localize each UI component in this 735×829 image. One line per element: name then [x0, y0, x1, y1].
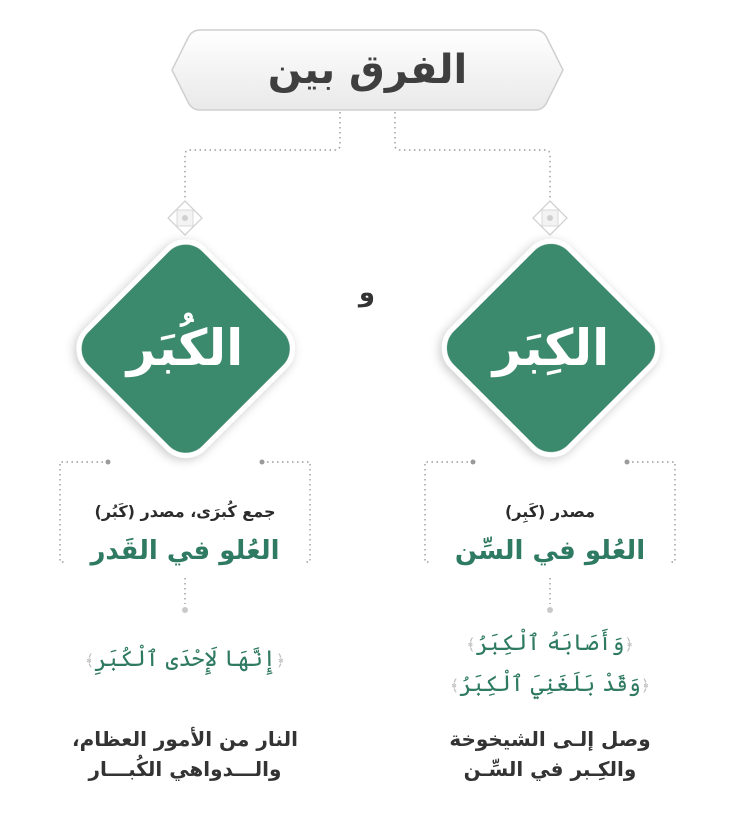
connector-title-left	[185, 112, 340, 200]
left-verse	[35, 640, 335, 681]
left-desc-line-1: النار من الأمور العظام،	[72, 727, 298, 751]
right-verse-1: وَأَصَابَهُ ٱلْكِبَرُ	[475, 631, 625, 656]
left-verse-1: إِنَّهَا لَإِحْدَى ٱلْكُبَرِ	[94, 647, 276, 672]
ornament-close-icon: ﴾	[84, 651, 95, 670]
ornament-close-icon: ﴾	[466, 635, 476, 654]
right-verses	[400, 624, 700, 706]
ornament-open-icon: ﴿	[640, 676, 651, 695]
left-description	[35, 724, 335, 784]
right-meaning: العُلو في السِّن	[454, 536, 646, 566]
word-kibar: الكِبَر	[492, 319, 610, 377]
right-description	[400, 724, 700, 784]
connector-title-right	[395, 112, 550, 200]
left-source: جمع كُبرَى، مصدر (كَبُر)	[94, 502, 276, 521]
ornament-open-icon: ﴿	[624, 635, 634, 654]
right-source: مصدر (كَبِر)	[504, 502, 596, 521]
page-title: الفرق بين	[267, 47, 468, 93]
knot-right	[533, 201, 567, 235]
word-kubar: الكُبَر	[126, 319, 244, 377]
conjunction-wa: و	[358, 278, 376, 308]
right-desc-line-2: والكِـبر في السِّـن	[463, 757, 637, 781]
ornament-open-icon: ﴿	[275, 651, 286, 670]
knot-left	[168, 201, 202, 235]
right-verse-2: وَقَدْ بَلَغَنِيَ ٱلْكِبَرُ	[459, 672, 641, 697]
title-banner	[170, 28, 565, 112]
left-meaning: العُلو في القَدر	[90, 536, 280, 566]
ornament-close-icon: ﴾	[449, 676, 460, 695]
left-desc-line-2: والـــدواهي الكُبـــار	[88, 757, 282, 781]
right-desc-line-1: وصل إلـى الشيخوخة	[449, 727, 651, 751]
